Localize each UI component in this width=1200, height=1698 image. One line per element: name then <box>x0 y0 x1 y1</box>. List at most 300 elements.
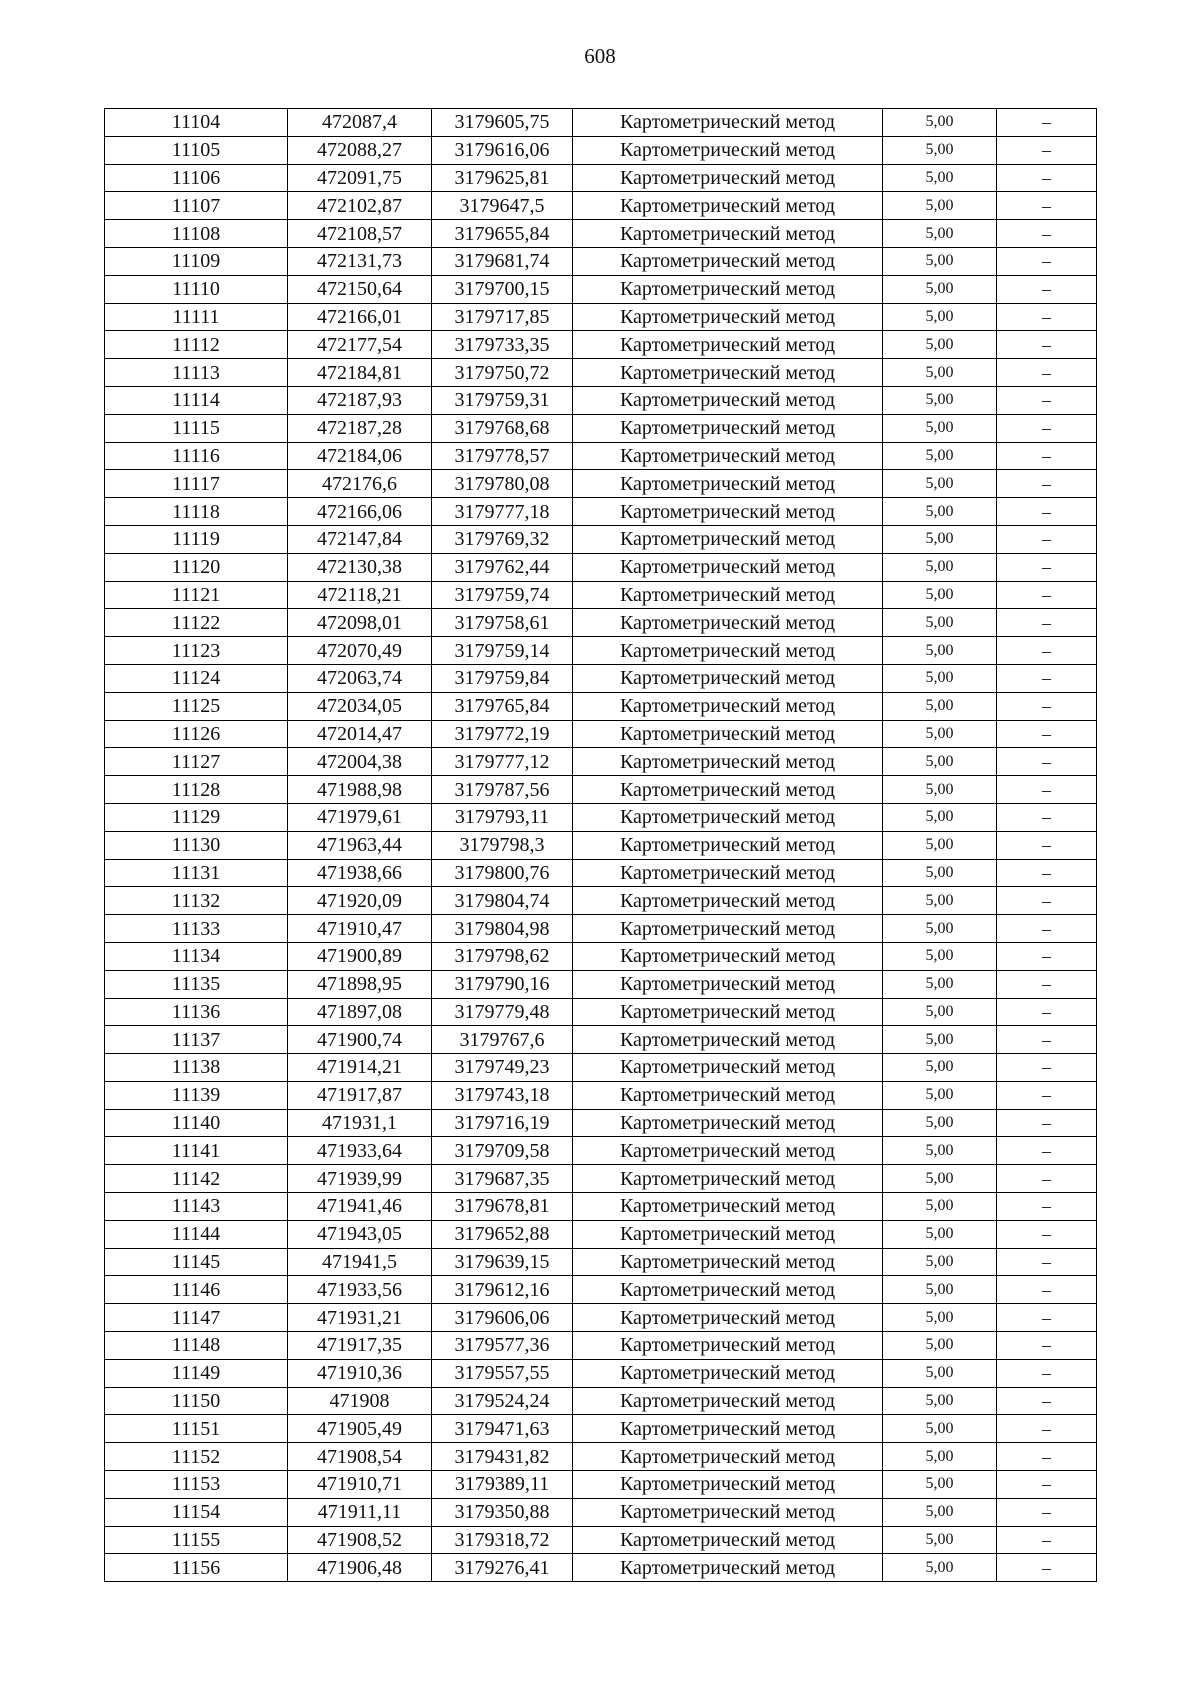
error-cell: 5,00 <box>883 1443 997 1471</box>
x-coordinate-cell: 471910,36 <box>288 1359 432 1387</box>
table-row <box>105 998 1097 1026</box>
y-coordinate-cell: 3179778,57 <box>432 442 573 470</box>
note-cell: – <box>997 1248 1097 1276</box>
y-coordinate-cell: 3179793,11 <box>432 803 573 831</box>
note-cell: – <box>997 998 1097 1026</box>
point-number-cell: 11135 <box>105 970 288 998</box>
note-cell: – <box>997 581 1097 609</box>
table-row <box>105 1443 1097 1471</box>
table-row <box>105 331 1097 359</box>
point-number-cell: 11105 <box>105 136 288 164</box>
point-number-cell: 11150 <box>105 1387 288 1415</box>
y-coordinate-cell: 3179655,84 <box>432 220 573 248</box>
note-cell: – <box>997 609 1097 637</box>
x-coordinate-cell: 472034,05 <box>288 692 432 720</box>
note-cell: – <box>997 470 1097 498</box>
x-coordinate-cell: 472147,84 <box>288 525 432 553</box>
table-row <box>105 303 1097 331</box>
point-number-cell: 11111 <box>105 303 288 331</box>
method-cell: Картометрический метод <box>573 136 883 164</box>
y-coordinate-cell: 3179762,44 <box>432 553 573 581</box>
x-coordinate-cell: 471988,98 <box>288 776 432 804</box>
error-cell: 5,00 <box>883 1554 997 1582</box>
method-cell: Картометрический метод <box>573 386 883 414</box>
y-coordinate-cell: 3179777,12 <box>432 748 573 776</box>
table-row <box>105 442 1097 470</box>
table-row <box>105 1026 1097 1054</box>
note-cell: – <box>997 637 1097 665</box>
coordinates-table-body <box>105 109 1097 1582</box>
table-row <box>105 692 1097 720</box>
y-coordinate-cell: 3179577,36 <box>432 1332 573 1360</box>
point-number-cell: 11151 <box>105 1415 288 1443</box>
error-cell: 5,00 <box>883 692 997 720</box>
method-cell: Картометрический метод <box>573 998 883 1026</box>
table-row <box>105 192 1097 220</box>
table-row <box>105 859 1097 887</box>
method-cell: Картометрический метод <box>573 553 883 581</box>
table-row <box>105 1304 1097 1332</box>
method-cell: Картометрический метод <box>573 803 883 831</box>
method-cell: Картометрический метод <box>573 831 883 859</box>
y-coordinate-cell: 3179678,81 <box>432 1193 573 1221</box>
table-row <box>105 942 1097 970</box>
x-coordinate-cell: 472130,38 <box>288 553 432 581</box>
error-cell: 5,00 <box>883 331 997 359</box>
note-cell: – <box>997 220 1097 248</box>
x-coordinate-cell: 472098,01 <box>288 609 432 637</box>
point-number-cell: 11122 <box>105 609 288 637</box>
x-coordinate-cell: 471908,52 <box>288 1526 432 1554</box>
table-row <box>105 164 1097 192</box>
method-cell: Картометрический метод <box>573 942 883 970</box>
point-number-cell: 11142 <box>105 1165 288 1193</box>
method-cell: Картометрический метод <box>573 1026 883 1054</box>
y-coordinate-cell: 3179733,35 <box>432 331 573 359</box>
note-cell: – <box>997 442 1097 470</box>
error-cell: 5,00 <box>883 553 997 581</box>
error-cell: 5,00 <box>883 303 997 331</box>
point-number-cell: 11113 <box>105 359 288 387</box>
table-row <box>105 1332 1097 1360</box>
point-number-cell: 11127 <box>105 748 288 776</box>
note-cell: – <box>997 831 1097 859</box>
note-cell: – <box>997 498 1097 526</box>
method-cell: Картометрический метод <box>573 1415 883 1443</box>
error-cell: 5,00 <box>883 998 997 1026</box>
y-coordinate-cell: 3179276,41 <box>432 1554 573 1582</box>
point-number-cell: 11145 <box>105 1248 288 1276</box>
method-cell: Картометрический метод <box>573 637 883 665</box>
x-coordinate-cell: 472166,06 <box>288 498 432 526</box>
y-coordinate-cell: 3179804,98 <box>432 915 573 943</box>
method-cell: Картометрический метод <box>573 1137 883 1165</box>
error-cell: 5,00 <box>883 609 997 637</box>
x-coordinate-cell: 471941,5 <box>288 1248 432 1276</box>
y-coordinate-cell: 3179798,62 <box>432 942 573 970</box>
error-cell: 5,00 <box>883 247 997 275</box>
note-cell: – <box>997 859 1097 887</box>
error-cell: 5,00 <box>883 1193 997 1221</box>
method-cell: Картометрический метод <box>573 498 883 526</box>
error-cell: 5,00 <box>883 470 997 498</box>
table-row <box>105 1109 1097 1137</box>
method-cell: Картометрический метод <box>573 1387 883 1415</box>
method-cell: Картометрический метод <box>573 1276 883 1304</box>
x-coordinate-cell: 471900,74 <box>288 1026 432 1054</box>
method-cell: Картометрический метод <box>573 1443 883 1471</box>
point-number-cell: 11119 <box>105 525 288 553</box>
point-number-cell: 11106 <box>105 164 288 192</box>
point-number-cell: 11117 <box>105 470 288 498</box>
method-cell: Картометрический метод <box>573 275 883 303</box>
method-cell: Картометрический метод <box>573 1304 883 1332</box>
table-row <box>105 1193 1097 1221</box>
error-cell: 5,00 <box>883 776 997 804</box>
y-coordinate-cell: 3179767,6 <box>432 1026 573 1054</box>
error-cell: 5,00 <box>883 1137 997 1165</box>
note-cell: – <box>997 359 1097 387</box>
method-cell: Картометрический метод <box>573 609 883 637</box>
note-cell: – <box>997 275 1097 303</box>
x-coordinate-cell: 472184,06 <box>288 442 432 470</box>
x-coordinate-cell: 472166,01 <box>288 303 432 331</box>
y-coordinate-cell: 3179768,68 <box>432 414 573 442</box>
point-number-cell: 11140 <box>105 1109 288 1137</box>
table-row <box>105 220 1097 248</box>
note-cell: – <box>997 1109 1097 1137</box>
point-number-cell: 11112 <box>105 331 288 359</box>
table-row <box>105 1137 1097 1165</box>
y-coordinate-cell: 3179749,23 <box>432 1054 573 1082</box>
y-coordinate-cell: 3179471,63 <box>432 1415 573 1443</box>
x-coordinate-cell: 471911,11 <box>288 1498 432 1526</box>
x-coordinate-cell: 471908,54 <box>288 1443 432 1471</box>
x-coordinate-cell: 472063,74 <box>288 664 432 692</box>
point-number-cell: 11114 <box>105 386 288 414</box>
method-cell: Картометрический метод <box>573 748 883 776</box>
method-cell: Картометрический метод <box>573 1054 883 1082</box>
note-cell: – <box>997 247 1097 275</box>
error-cell: 5,00 <box>883 942 997 970</box>
point-number-cell: 11134 <box>105 942 288 970</box>
note-cell: – <box>997 386 1097 414</box>
error-cell: 5,00 <box>883 1220 997 1248</box>
point-number-cell: 11121 <box>105 581 288 609</box>
table-row <box>105 1165 1097 1193</box>
y-coordinate-cell: 3179780,08 <box>432 470 573 498</box>
note-cell: – <box>997 1137 1097 1165</box>
error-cell: 5,00 <box>883 414 997 442</box>
table-row <box>105 748 1097 776</box>
x-coordinate-cell: 471939,99 <box>288 1165 432 1193</box>
x-coordinate-cell: 471979,61 <box>288 803 432 831</box>
x-coordinate-cell: 471943,05 <box>288 1220 432 1248</box>
point-number-cell: 11138 <box>105 1054 288 1082</box>
y-coordinate-cell: 3179652,88 <box>432 1220 573 1248</box>
method-cell: Картометрический метод <box>573 1109 883 1137</box>
method-cell: Картометрический метод <box>573 442 883 470</box>
point-number-cell: 11146 <box>105 1276 288 1304</box>
point-number-cell: 11137 <box>105 1026 288 1054</box>
note-cell: – <box>997 692 1097 720</box>
note-cell: – <box>997 1554 1097 1582</box>
table-row <box>105 970 1097 998</box>
error-cell: 5,00 <box>883 1415 997 1443</box>
table-row <box>105 136 1097 164</box>
method-cell: Картометрический метод <box>573 887 883 915</box>
note-cell: – <box>997 887 1097 915</box>
note-cell: – <box>997 720 1097 748</box>
point-number-cell: 11149 <box>105 1359 288 1387</box>
x-coordinate-cell: 471898,95 <box>288 970 432 998</box>
point-number-cell: 11132 <box>105 887 288 915</box>
error-cell: 5,00 <box>883 386 997 414</box>
point-number-cell: 11124 <box>105 664 288 692</box>
method-cell: Картометрический метод <box>573 1165 883 1193</box>
x-coordinate-cell: 472087,4 <box>288 109 432 137</box>
method-cell: Картометрический метод <box>573 414 883 442</box>
method-cell: Картометрический метод <box>573 1471 883 1499</box>
note-cell: – <box>997 136 1097 164</box>
x-coordinate-cell: 472184,81 <box>288 359 432 387</box>
x-coordinate-cell: 471933,56 <box>288 1276 432 1304</box>
error-cell: 5,00 <box>883 1359 997 1387</box>
method-cell: Картометрический метод <box>573 109 883 137</box>
y-coordinate-cell: 3179606,06 <box>432 1304 573 1332</box>
table-row <box>105 1248 1097 1276</box>
error-cell: 5,00 <box>883 109 997 137</box>
error-cell: 5,00 <box>883 887 997 915</box>
x-coordinate-cell: 471931,1 <box>288 1109 432 1137</box>
note-cell: – <box>997 1304 1097 1332</box>
y-coordinate-cell: 3179639,15 <box>432 1248 573 1276</box>
method-cell: Картометрический метод <box>573 776 883 804</box>
method-cell: Картометрический метод <box>573 1359 883 1387</box>
table-row <box>105 247 1097 275</box>
table-row <box>105 1220 1097 1248</box>
page-number: 608 <box>584 44 616 68</box>
y-coordinate-cell: 3179772,19 <box>432 720 573 748</box>
y-coordinate-cell: 3179431,82 <box>432 1443 573 1471</box>
note-cell: – <box>997 164 1097 192</box>
error-cell: 5,00 <box>883 803 997 831</box>
coordinates-table <box>104 108 1097 1582</box>
y-coordinate-cell: 3179612,16 <box>432 1276 573 1304</box>
note-cell: – <box>997 776 1097 804</box>
x-coordinate-cell: 471920,09 <box>288 887 432 915</box>
table-row <box>105 776 1097 804</box>
error-cell: 5,00 <box>883 1276 997 1304</box>
note-cell: – <box>997 915 1097 943</box>
method-cell: Картометрический метод <box>573 1081 883 1109</box>
y-coordinate-cell: 3179625,81 <box>432 164 573 192</box>
x-coordinate-cell: 471905,49 <box>288 1415 432 1443</box>
point-number-cell: 11143 <box>105 1193 288 1221</box>
method-cell: Картометрический метод <box>573 1332 883 1360</box>
note-cell: – <box>997 1054 1097 1082</box>
table-row <box>105 1387 1097 1415</box>
point-number-cell: 11152 <box>105 1443 288 1471</box>
x-coordinate-cell: 471933,64 <box>288 1137 432 1165</box>
y-coordinate-cell: 3179759,84 <box>432 664 573 692</box>
error-cell: 5,00 <box>883 1165 997 1193</box>
point-number-cell: 11129 <box>105 803 288 831</box>
x-coordinate-cell: 472131,73 <box>288 247 432 275</box>
table-row <box>105 1498 1097 1526</box>
point-number-cell: 11153 <box>105 1471 288 1499</box>
y-coordinate-cell: 3179779,48 <box>432 998 573 1026</box>
y-coordinate-cell: 3179800,76 <box>432 859 573 887</box>
point-number-cell: 11136 <box>105 998 288 1026</box>
note-cell: – <box>997 1387 1097 1415</box>
x-coordinate-cell: 471917,87 <box>288 1081 432 1109</box>
point-number-cell: 11109 <box>105 247 288 275</box>
table-row <box>105 1081 1097 1109</box>
y-coordinate-cell: 3179787,56 <box>432 776 573 804</box>
error-cell: 5,00 <box>883 1081 997 1109</box>
error-cell: 5,00 <box>883 498 997 526</box>
x-coordinate-cell: 472187,28 <box>288 414 432 442</box>
note-cell: – <box>997 1415 1097 1443</box>
table-row <box>105 470 1097 498</box>
error-cell: 5,00 <box>883 1054 997 1082</box>
error-cell: 5,00 <box>883 1332 997 1360</box>
table-row <box>105 109 1097 137</box>
method-cell: Картометрический метод <box>573 331 883 359</box>
point-number-cell: 11148 <box>105 1332 288 1360</box>
table-row <box>105 887 1097 915</box>
table-row <box>105 609 1097 637</box>
point-number-cell: 11125 <box>105 692 288 720</box>
error-cell: 5,00 <box>883 192 997 220</box>
method-cell: Картометрический метод <box>573 164 883 192</box>
note-cell: – <box>997 1332 1097 1360</box>
note-cell: – <box>997 109 1097 137</box>
error-cell: 5,00 <box>883 442 997 470</box>
y-coordinate-cell: 3179716,19 <box>432 1109 573 1137</box>
error-cell: 5,00 <box>883 164 997 192</box>
point-number-cell: 11144 <box>105 1220 288 1248</box>
point-number-cell: 11107 <box>105 192 288 220</box>
y-coordinate-cell: 3179350,88 <box>432 1498 573 1526</box>
x-coordinate-cell: 471931,21 <box>288 1304 432 1332</box>
x-coordinate-cell: 471910,47 <box>288 915 432 943</box>
table-row <box>105 553 1097 581</box>
method-cell: Картометрический метод <box>573 720 883 748</box>
x-coordinate-cell: 471963,44 <box>288 831 432 859</box>
x-coordinate-cell: 472108,57 <box>288 220 432 248</box>
note-cell: – <box>997 970 1097 998</box>
y-coordinate-cell: 3179798,3 <box>432 831 573 859</box>
y-coordinate-cell: 3179769,32 <box>432 525 573 553</box>
point-number-cell: 11115 <box>105 414 288 442</box>
y-coordinate-cell: 3179717,85 <box>432 303 573 331</box>
x-coordinate-cell: 471906,48 <box>288 1554 432 1582</box>
table-row <box>105 720 1097 748</box>
table-row <box>105 1054 1097 1082</box>
y-coordinate-cell: 3179700,15 <box>432 275 573 303</box>
y-coordinate-cell: 3179524,24 <box>432 1387 573 1415</box>
error-cell: 5,00 <box>883 581 997 609</box>
table-row <box>105 915 1097 943</box>
table-row <box>105 803 1097 831</box>
x-coordinate-cell: 472187,93 <box>288 386 432 414</box>
point-number-cell: 11108 <box>105 220 288 248</box>
method-cell: Картометрический метод <box>573 859 883 887</box>
error-cell: 5,00 <box>883 1026 997 1054</box>
method-cell: Картометрический метод <box>573 220 883 248</box>
x-coordinate-cell: 471941,46 <box>288 1193 432 1221</box>
y-coordinate-cell: 3179777,18 <box>432 498 573 526</box>
method-cell: Картометрический метод <box>573 303 883 331</box>
table-row <box>105 525 1097 553</box>
x-coordinate-cell: 472070,49 <box>288 637 432 665</box>
y-coordinate-cell: 3179758,61 <box>432 609 573 637</box>
x-coordinate-cell: 471938,66 <box>288 859 432 887</box>
method-cell: Картометрический метод <box>573 581 883 609</box>
x-coordinate-cell: 472088,27 <box>288 136 432 164</box>
error-cell: 5,00 <box>883 525 997 553</box>
note-cell: – <box>997 553 1097 581</box>
method-cell: Картометрический метод <box>573 525 883 553</box>
note-cell: – <box>997 1165 1097 1193</box>
y-coordinate-cell: 3179605,75 <box>432 109 573 137</box>
point-number-cell: 11118 <box>105 498 288 526</box>
point-number-cell: 11147 <box>105 1304 288 1332</box>
note-cell: – <box>997 1498 1097 1526</box>
error-cell: 5,00 <box>883 915 997 943</box>
x-coordinate-cell: 471900,89 <box>288 942 432 970</box>
method-cell: Картометрический метод <box>573 359 883 387</box>
point-number-cell: 11110 <box>105 275 288 303</box>
y-coordinate-cell: 3179687,35 <box>432 1165 573 1193</box>
x-coordinate-cell: 471914,21 <box>288 1054 432 1082</box>
table-row <box>105 637 1097 665</box>
method-cell: Картометрический метод <box>573 692 883 720</box>
point-number-cell: 11133 <box>105 915 288 943</box>
note-cell: – <box>997 1220 1097 1248</box>
table-row <box>105 498 1097 526</box>
y-coordinate-cell: 3179616,06 <box>432 136 573 164</box>
note-cell: – <box>997 803 1097 831</box>
table-row <box>105 831 1097 859</box>
point-number-cell: 11154 <box>105 1498 288 1526</box>
method-cell: Картометрический метод <box>573 1498 883 1526</box>
x-coordinate-cell: 471908 <box>288 1387 432 1415</box>
point-number-cell: 11130 <box>105 831 288 859</box>
point-number-cell: 11139 <box>105 1081 288 1109</box>
point-number-cell: 11120 <box>105 553 288 581</box>
note-cell: – <box>997 303 1097 331</box>
error-cell: 5,00 <box>883 1109 997 1137</box>
table-row <box>105 275 1097 303</box>
note-cell: – <box>997 192 1097 220</box>
point-number-cell: 11126 <box>105 720 288 748</box>
table-row <box>105 1359 1097 1387</box>
y-coordinate-cell: 3179759,31 <box>432 386 573 414</box>
x-coordinate-cell: 472177,54 <box>288 331 432 359</box>
x-coordinate-cell: 472176,6 <box>288 470 432 498</box>
error-cell: 5,00 <box>883 1471 997 1499</box>
table-row <box>105 664 1097 692</box>
point-number-cell: 11116 <box>105 442 288 470</box>
table-row <box>105 386 1097 414</box>
y-coordinate-cell: 3179709,58 <box>432 1137 573 1165</box>
error-cell: 5,00 <box>883 220 997 248</box>
method-cell: Картометрический метод <box>573 1193 883 1221</box>
y-coordinate-cell: 3179389,11 <box>432 1471 573 1499</box>
